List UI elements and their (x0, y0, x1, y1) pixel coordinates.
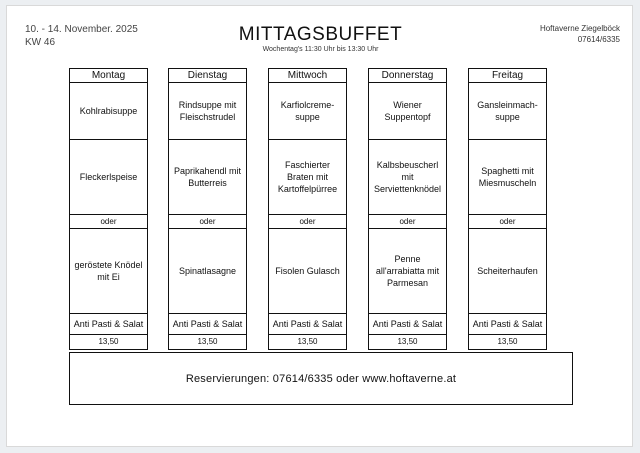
main-dish-1: Kalbsbeuscherl mit Serviettenknödel (369, 140, 446, 215)
soup: Rindsuppe mit Fleischstrudel (169, 83, 246, 140)
day-name: Donnerstag (369, 69, 446, 83)
soup: Gansleinmach-suppe (469, 83, 546, 140)
or-label: oder (469, 215, 546, 229)
price: 13,50 (297, 337, 318, 346)
main-dish-2: geröstete Knödel mit Ei (70, 229, 147, 314)
day-name: Dienstag (169, 69, 246, 83)
main-dish-2: Scheiterhaufen (469, 229, 546, 314)
side-dish: Anti Pasti & Salat (469, 314, 546, 335)
reservation-box (69, 352, 573, 405)
side-dish: Anti Pasti & Salat (70, 314, 147, 335)
main-dish-2: Fisolen Gulasch (269, 229, 346, 314)
side-dish: Anti Pasti & Salat (169, 314, 246, 335)
day-column-friday (468, 68, 547, 350)
menu-page (6, 5, 633, 447)
opening-hours: Wochentag's 11:30 Uhr bis 13:30 Uhr (262, 46, 379, 53)
or-label: oder (70, 215, 147, 229)
day-name: Mittwoch (269, 69, 346, 83)
side-dish: Anti Pasti & Salat (369, 314, 446, 335)
day-name: Freitag (469, 69, 546, 83)
main-dish-1: Spaghetti mit Miesmuscheln (469, 140, 546, 215)
restaurant-phone: 07614/6335 (577, 35, 620, 44)
restaurant-name: Hoftaverne Ziegelböck (539, 24, 620, 33)
main-dish-1: Paprikahendl mit Butterreis (169, 140, 246, 215)
day-name: Montag (70, 69, 147, 83)
side-dish: Anti Pasti & Salat (269, 314, 346, 335)
day-column-wednesday (268, 68, 347, 350)
main-dish-1: Faschierter Braten mit Kartoffelpürree (269, 140, 346, 215)
price: 13,50 (98, 337, 119, 346)
day-column-monday (69, 68, 148, 350)
or-label: oder (269, 215, 346, 229)
or-label: oder (369, 215, 446, 229)
or-label: oder (169, 215, 246, 229)
soup: Wiener Suppentopf (369, 83, 446, 140)
soup: Kohlrabisuppe (70, 83, 147, 140)
price: 13,50 (397, 337, 418, 346)
day-column-tuesday (168, 68, 247, 350)
main-dish-2: Spinatlasagne (169, 229, 246, 314)
price: 13,50 (497, 337, 518, 346)
day-column-thursday (368, 68, 447, 350)
calendar-week: KW 46 (25, 37, 56, 48)
header-right (540, 23, 620, 45)
price: 13,50 (197, 337, 218, 346)
page-title: MITTAGSBUFFET (238, 24, 403, 45)
date-range: 10. - 14. November. 2025 (25, 24, 138, 35)
soup: Karfiolcreme-suppe (269, 83, 346, 140)
main-dish-1: Fleckerlspeise (70, 140, 147, 215)
main-dish-2: Penne all'arrabiatta mit Parmesan (369, 229, 446, 314)
reservation-text: Reservierungen: 07614/6335 oder www.hoftaverne.at (185, 372, 457, 385)
